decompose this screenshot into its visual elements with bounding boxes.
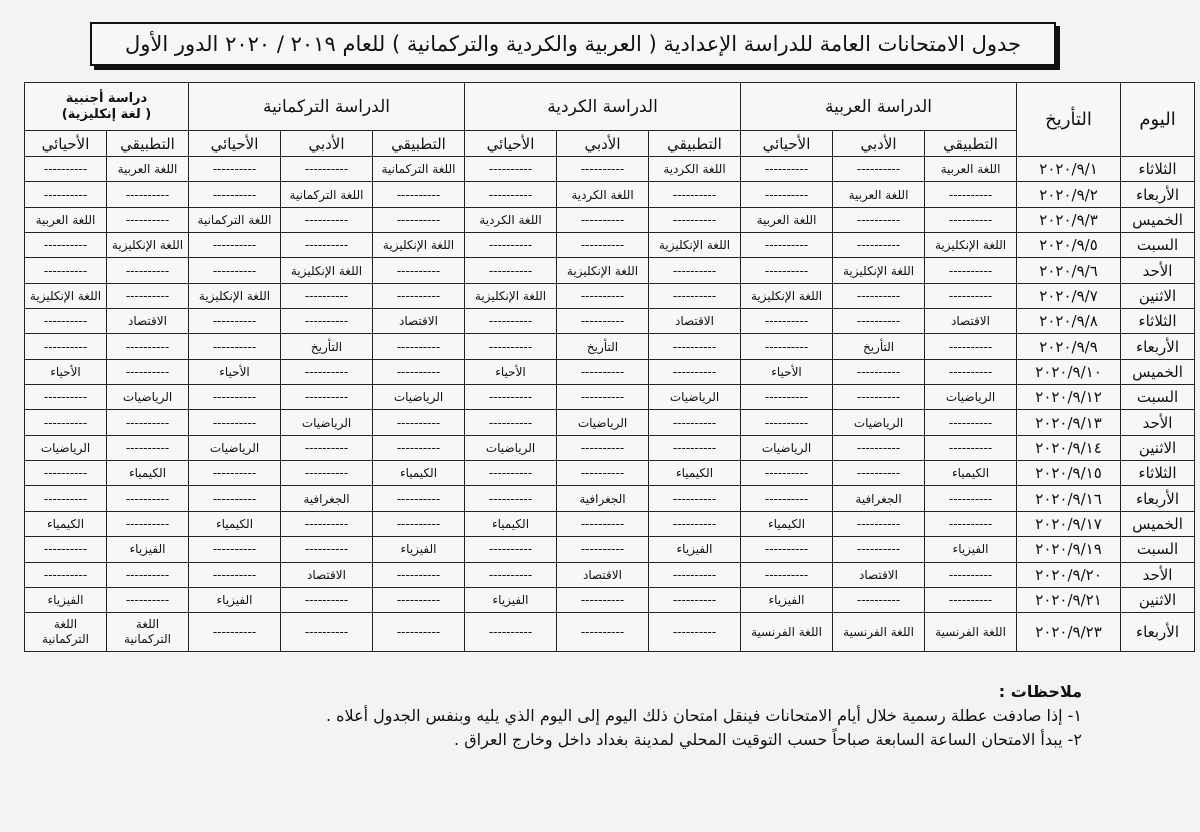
subject-cell: اللغة الإنكليزية [741, 283, 833, 308]
subject-cell: ---------- [833, 309, 925, 334]
date-cell: ٢٠٢٠/٩/٥ [1017, 233, 1121, 258]
schedule-body [25, 157, 1195, 652]
subject-cell: ---------- [741, 537, 833, 562]
branch-header-cell: الأحيائي [741, 131, 833, 157]
subject-cell: ---------- [649, 511, 741, 536]
subject-cell: ---------- [925, 334, 1017, 359]
subject-cell: ---------- [107, 410, 189, 435]
subject-cell: الكيمياء [465, 511, 557, 536]
subject-cell: ---------- [189, 334, 281, 359]
day-cell: الأحد [1121, 410, 1195, 435]
subject-cell: ---------- [833, 511, 925, 536]
subject-cell: ---------- [25, 334, 107, 359]
subject-cell: ---------- [373, 435, 465, 460]
subject-cell: الرياضيات [373, 385, 465, 410]
table-row [25, 207, 1195, 232]
date-cell: ٢٠٢٠/٩/١٧ [1017, 511, 1121, 536]
subject-cell: ---------- [925, 207, 1017, 232]
subject-cell: ---------- [107, 511, 189, 536]
kurdish-study-header: الدراسة الكردية [465, 83, 741, 131]
subject-cell: ---------- [373, 182, 465, 207]
subject-cell: ---------- [925, 435, 1017, 460]
subject-cell: ---------- [25, 157, 107, 182]
subject-cell: ---------- [25, 309, 107, 334]
subject-cell: ---------- [649, 410, 741, 435]
date-cell: ٢٠٢٠/٩/١٥ [1017, 461, 1121, 486]
subject-cell: الجغرافية [281, 486, 373, 511]
subject-cell: ---------- [833, 385, 925, 410]
turkmen-study-header: الدراسة التركمانية [189, 83, 465, 131]
notes-section [182, 680, 1082, 752]
subject-cell: الرياضيات [465, 435, 557, 460]
subject-cell: الرياضيات [557, 410, 649, 435]
subject-cell: التأريخ [833, 334, 925, 359]
subject-cell: اللغة العربية [925, 157, 1017, 182]
subject-cell: الأحياء [465, 359, 557, 384]
subject-cell: اللغة العربية [107, 157, 189, 182]
subject-cell: ---------- [741, 385, 833, 410]
subject-cell: ---------- [741, 486, 833, 511]
subject-cell: ---------- [925, 258, 1017, 283]
branch-header-cell: التطبيقي [925, 131, 1017, 157]
subject-cell: ---------- [189, 410, 281, 435]
subject-cell: الرياضيات [925, 385, 1017, 410]
date-cell: ٢٠٢٠/٩/١٢ [1017, 385, 1121, 410]
subject-cell: ---------- [925, 410, 1017, 435]
table-row [25, 258, 1195, 283]
day-cell: الخميس [1121, 207, 1195, 232]
date-cell: ٢٠٢٠/٩/٢٣ [1017, 613, 1121, 652]
subject-cell: ---------- [107, 486, 189, 511]
subject-cell: ---------- [741, 410, 833, 435]
subject-cell: ---------- [107, 562, 189, 587]
subject-cell: ---------- [281, 385, 373, 410]
subject-cell: ---------- [649, 182, 741, 207]
subject-cell: ---------- [189, 486, 281, 511]
date-cell: ٢٠٢٠/٩/٣ [1017, 207, 1121, 232]
subject-cell: اللغة التركمانية [189, 207, 281, 232]
subject-cell: ---------- [373, 511, 465, 536]
subject-cell: ---------- [107, 182, 189, 207]
subject-cell: الكيمياء [25, 511, 107, 536]
date-cell: ٢٠٢٠/٩/١٤ [1017, 435, 1121, 460]
subject-cell: ---------- [741, 461, 833, 486]
subject-cell: اللغة الفرنسية [741, 613, 833, 652]
subject-cell: ---------- [373, 410, 465, 435]
day-cell: الخميس [1121, 359, 1195, 384]
subject-cell: اللغة الكردية [557, 182, 649, 207]
subject-cell: الفيزياء [649, 537, 741, 562]
subject-cell: اللغة العربية [741, 207, 833, 232]
date-cell: ٢٠٢٠/٩/٢ [1017, 182, 1121, 207]
subject-cell: ---------- [465, 182, 557, 207]
group-header-row [25, 83, 1195, 131]
subject-cell: الرياضيات [649, 385, 741, 410]
subject-cell: اللغة الإنكليزية [189, 283, 281, 308]
subject-cell: ---------- [925, 486, 1017, 511]
subject-cell: ---------- [465, 157, 557, 182]
date-cell: ٢٠٢٠/٩/٧ [1017, 283, 1121, 308]
date-cell: ٢٠٢٠/٩/٦ [1017, 258, 1121, 283]
subject-cell: ---------- [557, 511, 649, 536]
subject-cell: ---------- [557, 385, 649, 410]
subject-cell: ---------- [833, 537, 925, 562]
subject-cell: ---------- [25, 233, 107, 258]
subject-cell: الجغرافية [557, 486, 649, 511]
branch-header-cell: الأحيائي [25, 131, 107, 157]
subject-cell: اللغة الفرنسية [833, 613, 925, 652]
subject-cell: الاقتصاد [373, 309, 465, 334]
subject-cell: الاقتصاد [925, 309, 1017, 334]
subject-cell: الفيزياء [373, 537, 465, 562]
subject-cell: الاقتصاد [107, 309, 189, 334]
table-row [25, 385, 1195, 410]
subject-cell: ---------- [189, 537, 281, 562]
subject-cell: اللغة التركمانية [281, 182, 373, 207]
table-row [25, 537, 1195, 562]
subject-cell: ---------- [25, 182, 107, 207]
subject-cell: ---------- [107, 258, 189, 283]
subject-cell: ---------- [557, 207, 649, 232]
subject-cell: ---------- [741, 309, 833, 334]
subject-cell: اللغة الإنكليزية [557, 258, 649, 283]
subject-cell: ---------- [373, 334, 465, 359]
day-cell: الأحد [1121, 258, 1195, 283]
subject-cell: ---------- [925, 182, 1017, 207]
subject-cell: ---------- [741, 562, 833, 587]
page-title [90, 22, 1056, 66]
subject-cell: الأحياء [25, 359, 107, 384]
subject-cell: الجغرافية [833, 486, 925, 511]
table-row [25, 486, 1195, 511]
subject-cell: ---------- [649, 207, 741, 232]
subject-cell: ---------- [833, 359, 925, 384]
subject-cell: ---------- [649, 334, 741, 359]
subject-cell: ---------- [373, 258, 465, 283]
subject-cell: ---------- [833, 283, 925, 308]
day-cell: السبت [1121, 233, 1195, 258]
subject-cell: التأريخ [557, 334, 649, 359]
date-header: التأريخ [1017, 83, 1121, 157]
date-cell: ٢٠٢٠/٩/١٦ [1017, 486, 1121, 511]
date-cell: ٢٠٢٠/٩/١٣ [1017, 410, 1121, 435]
subject-cell: ---------- [373, 283, 465, 308]
date-cell: ٢٠٢٠/٩/٢١ [1017, 587, 1121, 612]
branch-header-cell: التطبيقي [649, 131, 741, 157]
table-row [25, 334, 1195, 359]
subject-cell: ---------- [189, 461, 281, 486]
subject-cell: ---------- [107, 283, 189, 308]
subject-cell: الفيزياء [925, 537, 1017, 562]
table-row [25, 613, 1195, 652]
subject-cell: ---------- [833, 587, 925, 612]
subject-cell: ---------- [189, 157, 281, 182]
subject-cell: ---------- [189, 233, 281, 258]
subject-cell: الرياضيات [741, 435, 833, 460]
subject-cell: اللغة الإنكليزية [649, 233, 741, 258]
subject-cell: ---------- [649, 613, 741, 652]
branch-header-cell: الأحيائي [465, 131, 557, 157]
subject-cell: ---------- [557, 359, 649, 384]
note-item-2: ٢- يبدأ الامتحان الساعة السابعة صباحاً حسب التوقيت المحلي لمدينة بغداد داخل وخارج العراق . [454, 730, 1082, 749]
subject-cell: ---------- [833, 207, 925, 232]
subject-cell: ---------- [25, 258, 107, 283]
subject-cell: اللغة الإنكليزية [373, 233, 465, 258]
note-item-1: ١- إذا صادفت عطلة رسمية خلال أيام الامتحانات فينقل امتحان ذلك اليوم إلى اليوم الذي يليه وبنفس الجدول أعلاه . [326, 706, 1082, 725]
subject-cell: ---------- [107, 359, 189, 384]
subject-cell: ---------- [925, 562, 1017, 587]
subject-cell: ---------- [189, 309, 281, 334]
table-row [25, 157, 1195, 182]
subject-cell: ---------- [465, 410, 557, 435]
subject-cell: ---------- [25, 537, 107, 562]
subject-cell: الفيزياء [741, 587, 833, 612]
subject-cell: ---------- [281, 587, 373, 612]
arabic-study-header: الدراسة العربية [741, 83, 1017, 131]
subject-cell: ---------- [281, 511, 373, 536]
subject-cell: ---------- [741, 182, 833, 207]
subject-cell: ---------- [373, 207, 465, 232]
subject-cell: الفيزياء [189, 587, 281, 612]
day-cell: الأربعاء [1121, 334, 1195, 359]
subject-cell: ---------- [649, 587, 741, 612]
subject-cell: ---------- [557, 613, 649, 652]
subject-cell: ---------- [281, 613, 373, 652]
day-cell: الثلاثاء [1121, 461, 1195, 486]
subject-cell: ---------- [25, 410, 107, 435]
date-cell: ٢٠٢٠/٩/١٠ [1017, 359, 1121, 384]
subject-cell: ---------- [465, 309, 557, 334]
day-cell: السبت [1121, 537, 1195, 562]
day-header: اليوم [1121, 83, 1195, 157]
subject-cell: ---------- [25, 486, 107, 511]
day-cell: السبت [1121, 385, 1195, 410]
exam-schedule-table [24, 82, 1195, 652]
subject-cell: اللغة الإنكليزية [833, 258, 925, 283]
subject-cell: اللغة العربية [25, 207, 107, 232]
subject-cell: ---------- [107, 207, 189, 232]
subject-cell: ---------- [107, 334, 189, 359]
subject-cell: الكيمياء [189, 511, 281, 536]
subject-cell: ---------- [465, 334, 557, 359]
subject-cell: ---------- [649, 258, 741, 283]
foreign-study-header [25, 83, 189, 131]
subject-cell: ---------- [741, 233, 833, 258]
subject-cell: الرياضيات [107, 385, 189, 410]
subject-cell: الفيزياء [25, 587, 107, 612]
subject-cell: ---------- [465, 258, 557, 283]
subject-cell: ---------- [557, 587, 649, 612]
branch-header-cell: الأدبي [281, 131, 373, 157]
subject-cell: ---------- [649, 435, 741, 460]
subject-cell: ---------- [189, 258, 281, 283]
subject-cell: ---------- [465, 461, 557, 486]
subject-cell: اللغة الكردية [649, 157, 741, 182]
subject-cell: ---------- [833, 461, 925, 486]
table-row [25, 182, 1195, 207]
subject-cell: ---------- [741, 157, 833, 182]
subject-cell: ---------- [281, 537, 373, 562]
subject-cell: ---------- [465, 562, 557, 587]
date-cell: ٢٠٢٠/٩/٢٠ [1017, 562, 1121, 587]
subject-cell: ---------- [557, 435, 649, 460]
subject-cell: ---------- [189, 182, 281, 207]
subject-cell: ---------- [925, 511, 1017, 536]
subject-cell: ---------- [741, 258, 833, 283]
subject-cell: ---------- [373, 562, 465, 587]
subject-cell: ---------- [465, 613, 557, 652]
subject-cell: ---------- [373, 359, 465, 384]
table-row [25, 283, 1195, 308]
subject-cell: ---------- [833, 157, 925, 182]
subject-cell: الرياضيات [189, 435, 281, 460]
subject-cell: اللغة الإنكليزية [465, 283, 557, 308]
subject-cell: اللغة التركمانية [373, 157, 465, 182]
foreign-study-label: دراسة أجنبية ( لغة إنكليزية) [61, 90, 152, 122]
subject-cell: ---------- [741, 334, 833, 359]
subject-cell: ---------- [189, 562, 281, 587]
branch-header-cell: الأدبي [557, 131, 649, 157]
date-cell: ٢٠٢٠/٩/٨ [1017, 309, 1121, 334]
subject-cell: ---------- [465, 486, 557, 511]
subject-cell: ---------- [557, 461, 649, 486]
day-cell: الأربعاء [1121, 486, 1195, 511]
subject-cell: الكيمياء [373, 461, 465, 486]
subject-cell: الأحياء [741, 359, 833, 384]
subject-cell: ---------- [557, 309, 649, 334]
subject-cell: اللغة الإنكليزية [281, 258, 373, 283]
day-cell: الأربعاء [1121, 182, 1195, 207]
subject-cell: الفيزياء [465, 587, 557, 612]
subject-cell: ---------- [281, 435, 373, 460]
subject-cell: الاقتصاد [833, 562, 925, 587]
table-row [25, 359, 1195, 384]
day-cell: الاثنين [1121, 283, 1195, 308]
day-cell: الثلاثاء [1121, 157, 1195, 182]
subject-cell: ---------- [649, 562, 741, 587]
subject-cell: ---------- [373, 613, 465, 652]
subject-cell: ---------- [281, 309, 373, 334]
subject-cell: اللغة الإنكليزية [925, 233, 1017, 258]
subject-cell: ---------- [833, 233, 925, 258]
date-cell: ٢٠٢٠/٩/٩ [1017, 334, 1121, 359]
day-cell: الاثنين [1121, 587, 1195, 612]
subject-cell: ---------- [281, 359, 373, 384]
subject-cell: ---------- [465, 537, 557, 562]
date-cell: ٢٠٢٠/٩/١٩ [1017, 537, 1121, 562]
subject-cell: الفيزياء [107, 537, 189, 562]
subject-cell: ---------- [281, 283, 373, 308]
subject-cell: ---------- [557, 157, 649, 182]
subject-cell: ---------- [25, 461, 107, 486]
subject-cell: ---------- [107, 435, 189, 460]
branch-header-cell: التطبيقي [107, 131, 189, 157]
day-cell: الخميس [1121, 511, 1195, 536]
subject-cell: ---------- [925, 587, 1017, 612]
subject-cell: اللغة التركمانية [107, 613, 189, 652]
table-row [25, 511, 1195, 536]
subject-cell: الأحياء [189, 359, 281, 384]
table-row [25, 587, 1195, 612]
subject-cell: الكيمياء [107, 461, 189, 486]
subject-cell: التأريخ [281, 334, 373, 359]
subject-cell: ---------- [465, 385, 557, 410]
subject-cell: الرياضيات [281, 410, 373, 435]
subject-cell: الاقتصاد [281, 562, 373, 587]
table-row [25, 562, 1195, 587]
subject-cell: ---------- [281, 233, 373, 258]
subject-cell: ---------- [281, 207, 373, 232]
day-cell: الثلاثاء [1121, 309, 1195, 334]
subject-cell: الرياضيات [25, 435, 107, 460]
subject-cell: ---------- [373, 486, 465, 511]
subject-cell: الكيمياء [925, 461, 1017, 486]
subject-cell: ---------- [189, 613, 281, 652]
subject-cell: الاقتصاد [557, 562, 649, 587]
table-row [25, 461, 1195, 486]
day-cell: الأربعاء [1121, 613, 1195, 652]
subject-cell: اللغة الإنكليزية [25, 283, 107, 308]
subject-cell: ---------- [925, 359, 1017, 384]
date-cell: ٢٠٢٠/٩/١ [1017, 157, 1121, 182]
day-cell: الأحد [1121, 562, 1195, 587]
subject-cell: ---------- [557, 233, 649, 258]
subject-cell: ---------- [557, 537, 649, 562]
subject-cell: الاقتصاد [649, 309, 741, 334]
subject-cell: ---------- [281, 157, 373, 182]
subject-cell: ---------- [373, 587, 465, 612]
subject-cell: ---------- [925, 283, 1017, 308]
subject-cell: ---------- [649, 359, 741, 384]
subject-cell: اللغة الكردية [465, 207, 557, 232]
subject-cell: اللغة الإنكليزية [107, 233, 189, 258]
branch-header-cell: الأدبي [833, 131, 925, 157]
subject-cell: ---------- [281, 461, 373, 486]
table-row [25, 309, 1195, 334]
subject-cell: ---------- [189, 385, 281, 410]
subject-cell: الكيمياء [649, 461, 741, 486]
subject-cell: اللغة العربية [833, 182, 925, 207]
subject-cell: ---------- [649, 486, 741, 511]
subject-cell: ---------- [649, 283, 741, 308]
subject-cell: اللغة الفرنسية [925, 613, 1017, 652]
notes-heading: ملاحظات : [998, 682, 1082, 701]
subject-cell: ---------- [833, 435, 925, 460]
table-row [25, 435, 1195, 460]
subject-cell: ---------- [465, 233, 557, 258]
subject-cell: ---------- [557, 283, 649, 308]
day-cell: الاثنين [1121, 435, 1195, 460]
subject-cell: ---------- [107, 587, 189, 612]
page-title-text: جدول الامتحانات العامة للدراسة الإعدادية ( العربية والكردية والتركمانية ) للعام ٢٠١٩ / ٢٠٢٠ الدور الأول [124, 32, 1022, 56]
subject-cell: الرياضيات [833, 410, 925, 435]
table-row [25, 233, 1195, 258]
subject-cell: ---------- [25, 562, 107, 587]
branch-header-cell: التطبيقي [373, 131, 465, 157]
table-row [25, 410, 1195, 435]
subject-cell: اللغة التركمانية [25, 613, 107, 652]
branch-header-cell: الأحيائي [189, 131, 281, 157]
subject-cell: الكيمياء [741, 511, 833, 536]
subject-cell: ---------- [25, 385, 107, 410]
